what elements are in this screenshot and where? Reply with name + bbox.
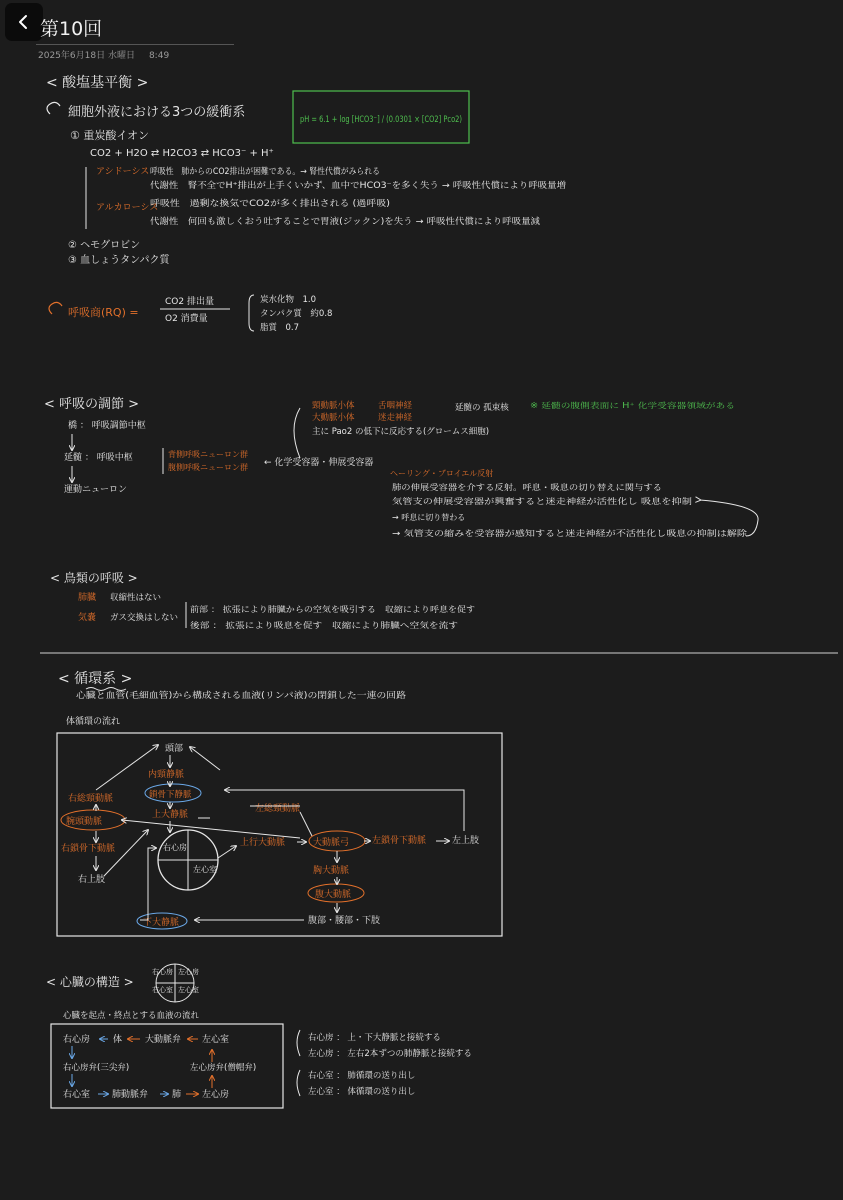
node-ascending-aorta: 上行大動脈 (240, 838, 286, 848)
heart-rv: 右心室 (152, 986, 173, 994)
node-brachiocephalic: 腕頭動脈 (66, 817, 103, 827)
node-subclavian-vein: 鎖骨下静脈 (149, 790, 192, 800)
rq-value: 脂質 0.7 (260, 323, 300, 333)
node-thoracic-aorta: 胸大動脈 (313, 866, 350, 876)
bracket (294, 408, 300, 458)
item-bicarbonate: ① 重炭酸イオン (70, 129, 150, 142)
lung-label: 肺臓 (78, 593, 97, 603)
group-ventral: 腹側呼吸ニューロン群 (168, 463, 248, 472)
box-body: 体 (113, 1035, 123, 1045)
pons-text: 橋 ： 呼吸調節中枢 (68, 421, 146, 431)
section-respiration-control (44, 397, 758, 538)
rq-numerator: CO2 排出量 (165, 297, 214, 307)
box-aortic-valve: 大動脈弁 (145, 1035, 182, 1045)
node-r-common-carotid: 右総頸動脈 (68, 794, 114, 804)
acidosis-respiratory: 呼吸性 肺からのCO2排出が困難である。→ 腎性代償がみられる (150, 167, 399, 177)
box-tricuspid: 右心房弁(三尖弁) (63, 1063, 130, 1073)
circulation-definition: 心臓と血管(毛細血管)から構成される血液(リンパ液)の閉鎖した一連の回路 (76, 691, 361, 701)
box-pulmonary-valve: 肺動脈弁 (112, 1090, 149, 1100)
node-abdominal-aorta: 腹大動脈 (315, 890, 352, 900)
node-lv: 左心室 (193, 865, 217, 874)
heart-flow-subtitle: 心臓を起点・終点とする血液の流れ (63, 1011, 200, 1021)
heart-lv: 左心室 (178, 986, 199, 994)
heading-circulation: < 循環系 > (58, 671, 133, 687)
systemic-flow-title: 体循環の流れ (66, 717, 121, 727)
bullet-mark (49, 302, 62, 314)
node-svc: 上大静脈 (152, 810, 189, 820)
box-ra: 右心房 (63, 1035, 91, 1045)
motor-neuron-text: 運動ニューロン (64, 485, 128, 495)
box-mitral: 左心房弁(僧帽弁) (190, 1063, 257, 1073)
node-jugular-vein: 内頸静脈 (148, 770, 185, 780)
vagus-nerve: 迷走神経 (378, 413, 413, 423)
pao2-note: 主に Pao2 の低下に反応する(グロームス細胞) (312, 427, 490, 437)
hering-line-4: → 気管支の縮みを受容器が感知すると迷走神経が不活性化し吸息の抑制は解除 (392, 529, 674, 538)
alkalosis-respiratory: 呼吸性 過剰な換気でCO2が多く排出される (過呼吸) (150, 199, 356, 209)
section-circulation (57, 671, 502, 936)
chemoreceptor-text: ← 化学受容器・伸展受容器 (264, 458, 374, 468)
heading-respiration-control: < 呼吸の調節 > (44, 397, 140, 412)
rq-value: タンパク質 約0.8 (260, 309, 333, 319)
note-lv: 左心室 ： 体循環の送り出し (308, 1087, 416, 1097)
air-sac-desc: ガス交換はしない (110, 613, 179, 623)
node-ivc: 下大静脈 (143, 918, 180, 928)
note-la: 左心房 ： 左右2本ずつの肺静脈と接続する (308, 1049, 472, 1059)
air-sac-front: 前部 ： 拡張により肺臓からの空気を吸引する 収縮により呼息を促す (190, 605, 444, 614)
henderson-formula: pH = 6.1 + log [HCO3⁻] / (0.0301 × [CO2] Pco2) (300, 115, 462, 125)
flow-diagram-frame (57, 733, 502, 936)
node-head: 頭部 (165, 744, 184, 754)
heading-heart-structure: < 心臓の構造 > (46, 975, 134, 989)
box-lv: 左心室 (202, 1035, 230, 1045)
page-title: 第10回 (40, 18, 103, 40)
node-r-arm: 右上肢 (78, 875, 106, 885)
hering-line-3: → 呼息に切り替わる (392, 513, 466, 522)
air-sac-label: 気嚢 (78, 613, 97, 623)
node-ra: 右心房 (163, 843, 187, 852)
node-r-subclavian: 右鎖骨下動脈 (61, 844, 116, 854)
glossopharyngeal-nerve: 舌咽神経 (378, 401, 413, 411)
lung-desc: 収縮性はない (110, 593, 162, 603)
rq-value: 炭水化物 1.0 (260, 295, 317, 305)
aortic-body: 大動脈小体 (312, 413, 355, 423)
bracket (249, 295, 254, 331)
heading-acid-base: < 酸塩基平衡 > (46, 75, 149, 91)
node-l-common-carotid: 左総頸動脈 (255, 804, 301, 814)
label-acidosis: アシドーシス (96, 167, 150, 177)
alkalosis-metabolic: 代謝性 何回も激しくおう吐することで胃液(ジックン)を失う → 呼吸性代償により呼吸量減 (150, 217, 501, 227)
to-medulla-text: 延髄の 孤束核 (455, 403, 509, 413)
hering-line-2: 気管支の伸展受容器が興奮すると迷走神経が活性化し 吸息を抑制 (392, 497, 627, 506)
section-bird-respiration (50, 570, 475, 630)
date-text: 2025年6月18日 水曜日 (38, 51, 135, 61)
bracket (297, 1070, 300, 1096)
heading-bird-respiration: < 鳥類の呼吸 > (50, 571, 138, 585)
medulla-text: 延髄 ： 呼吸中枢 (64, 453, 133, 463)
box-lung: 肺 (172, 1090, 182, 1100)
label-alkalosis: アルカローシス (96, 203, 159, 213)
node-l-subclavian: 左鎖骨下動脈 (372, 836, 427, 846)
subheading-buffer: 細胞外液における3つの緩衝系 (68, 105, 246, 120)
item-hemoglobin: ② ヘモグロビン (68, 240, 141, 251)
carotid-body: 頸動脈小体 (312, 401, 355, 411)
node-lower-body: 腹部・腰部・下肢 (308, 916, 381, 926)
note-ra: 右心房 ： 上・下大静脈と接続する (308, 1033, 441, 1043)
section-acid-base (46, 74, 567, 333)
heart-la: 左心房 (178, 968, 199, 976)
node-aortic-arch: 大動脈弓 (313, 838, 350, 848)
section-heart-structure (46, 964, 472, 1108)
hering-line-1: 肺の伸展受容器を介する反射。呼息・吸息の切り替えに関与する (392, 483, 624, 492)
rq-label: 呼吸商(RQ) = (68, 306, 139, 319)
hering-breuer-label: ヘーリング・ブロイエル反射 (390, 469, 494, 478)
node-l-arm: 左上肢 (452, 836, 480, 846)
bullet-mark (47, 102, 60, 114)
note-rv: 右心室 ： 肺循環の送り出し (308, 1071, 416, 1081)
bracket (297, 1030, 300, 1056)
time-text: 8:49 (148, 51, 170, 61)
item-plasma-protein: ③ 血しょうタンパク質 (68, 255, 170, 266)
medulla-chemo-note: ※ 延髄の腹側表面に H⁺ 化学受容器領域がある (530, 401, 689, 410)
reaction-equation: CO2 + H2O ⇄ H2CO3 ⇄ HCO3⁻ + H⁺ (90, 148, 274, 159)
acidosis-metabolic: 代謝性 腎不全でH⁺排出が上手くいかず、血中でHCO3⁻を多く失う → 呼吸性代償により呼吸量増 (150, 181, 525, 191)
group-dorsal: 背側呼吸ニューロン群 (168, 450, 248, 459)
box-la: 左心房 (202, 1090, 230, 1100)
heart-ra: 右心房 (152, 968, 173, 976)
rq-denominator: O2 消費量 (165, 314, 208, 324)
air-sac-rear: 後部 ： 拡張により吸息を促す 収縮により肺臓へ空気を流す (190, 621, 412, 630)
box-rv: 右心室 (63, 1090, 91, 1100)
